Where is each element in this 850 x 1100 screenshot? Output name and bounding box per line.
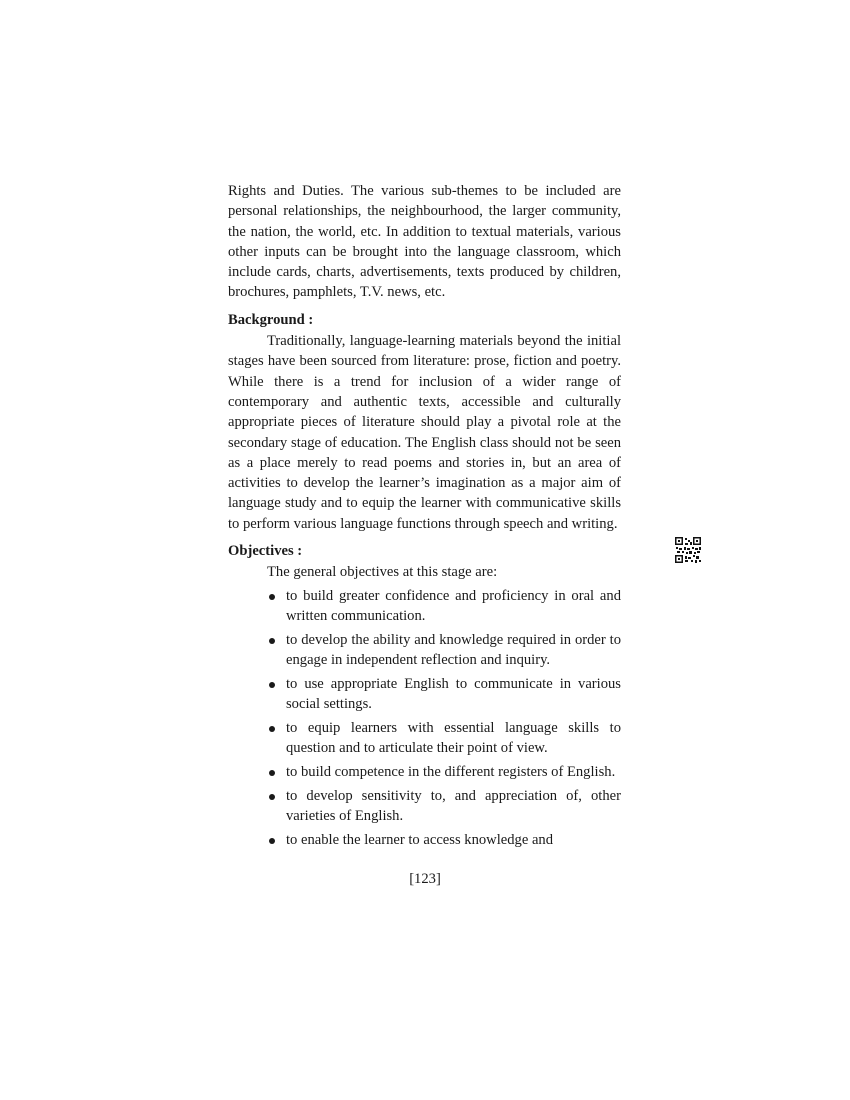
objective-item: to equip learners with essential language skills to question and to articulate their point of view. xyxy=(267,718,621,759)
objectives-list xyxy=(228,586,621,851)
objective-item: to build competence in the different registers of English. xyxy=(267,762,621,782)
objective-item: to develop the ability and knowledge required in order to engage in independent reflection and inquiry. xyxy=(267,630,621,671)
objective-item: to enable the learner to access knowledge and xyxy=(267,830,621,850)
objectives-heading: Objectives : xyxy=(228,543,303,560)
qr-code-icon[interactable] xyxy=(675,537,701,563)
page-content xyxy=(228,181,621,854)
objective-item: to develop sensitivity to, and appreciation of, other varieties of English. xyxy=(267,786,621,827)
page-number: [123] xyxy=(409,871,441,887)
background-paragraph: Traditionally, language-learning materials beyond the initial stages have been sourced from literature: prose, fiction and poetry. While there is a trend for inclusion of a wider range of contemporary and authentic texts, accessible and culturally appropriate pieces of literature should play a pivotal role at the secondary stage of education. The English class should not be seen as a place merely to read poems and stories in, but an area of activities to develop the learner’s imagination as a major aim of language study and to equip the learner with communicative skills to perform various language functions through speech and writing. xyxy=(228,333,621,532)
objective-item: to build greater confidence and proficiency in oral and written communication. xyxy=(267,586,621,627)
objective-item: to use appropriate English to communicate in various social settings. xyxy=(267,674,621,715)
background-heading: Background : xyxy=(228,311,314,328)
objectives-intro: The general objectives at this stage are: xyxy=(267,564,498,581)
intro-paragraph: Rights and Duties. The various sub-themes to be included are personal relationships, the neighbourhood, the larger community, the nation, the world, etc. In addition to textual materials, various other inputs can be brought into the language classroom, which include cards, charts, advertisements, texts produced by children, brochures, pamphlets, T.V. news, etc. xyxy=(228,183,621,301)
